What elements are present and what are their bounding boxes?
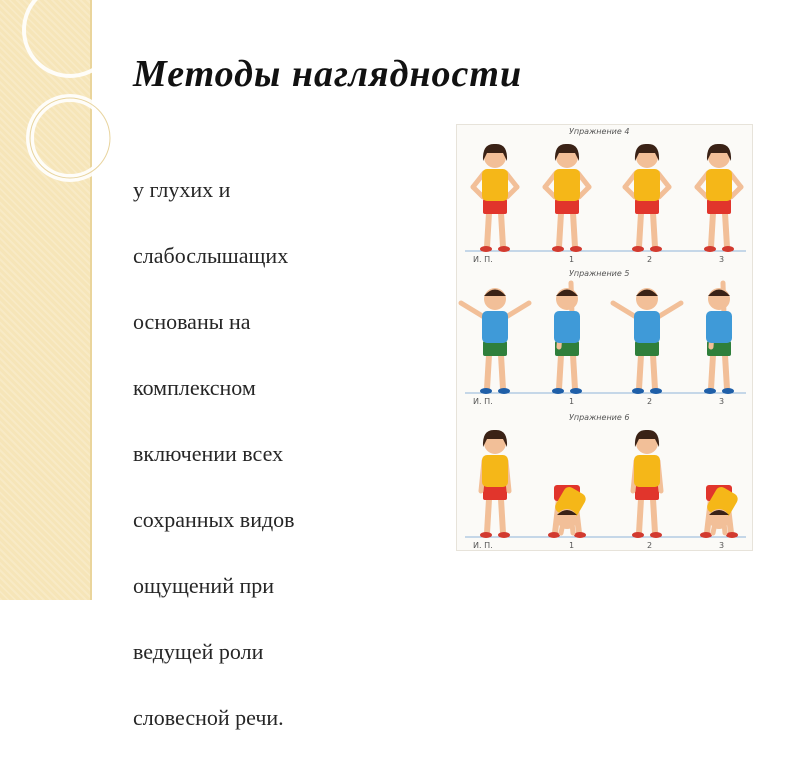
figure-limb (559, 213, 561, 247)
position-label: И. П. (473, 397, 493, 406)
figure (613, 288, 681, 394)
figure-limb (613, 303, 636, 317)
figure-shoe (498, 388, 510, 394)
figure-limb (711, 355, 713, 389)
position-label: 3 (719, 397, 725, 406)
figure-limb (639, 213, 641, 247)
figure-limb (653, 355, 655, 389)
figure (697, 144, 741, 252)
body-line: у глухих и (133, 177, 231, 202)
exercise-title: Упражнение 5 (569, 269, 630, 278)
body-line: комплексном (133, 375, 256, 400)
figure-shorts (707, 199, 731, 214)
exercise-title: Упражнение 6 (569, 413, 630, 422)
body-line: включении всех (133, 441, 284, 466)
figure-shoe (480, 532, 492, 538)
figure-shoe (650, 532, 662, 538)
figure-limb (506, 303, 529, 317)
figure-limb (625, 187, 635, 197)
position-label: 2 (647, 255, 653, 264)
figure-shoe (726, 532, 738, 538)
figure (480, 430, 510, 538)
position-label: 1 (569, 255, 575, 264)
body-line: ведущей роли (133, 639, 264, 664)
figure-shirt (634, 169, 660, 201)
figure-shoe (498, 532, 510, 538)
figure-shirt (482, 169, 508, 201)
figure-hair (708, 290, 730, 297)
figure-limb (461, 303, 484, 317)
position-label: И. П. (473, 255, 493, 264)
figure-limb (711, 213, 713, 247)
figure-shoe (480, 246, 492, 252)
figure-limb (639, 355, 641, 389)
figure-shoe (552, 388, 564, 394)
figure-limb (559, 355, 561, 389)
figure-shoe (632, 388, 644, 394)
figure-shorts (635, 341, 659, 356)
exercise-row (461, 269, 746, 406)
body-line: ощущений при (133, 573, 275, 598)
figure-shoe (722, 246, 734, 252)
figure-limb (573, 355, 575, 389)
figure-shoe (498, 246, 510, 252)
figure-shoe (632, 532, 644, 538)
figure (552, 283, 582, 394)
figure-shorts (483, 199, 507, 214)
exercise-figures (457, 125, 754, 552)
figure-shirt (634, 455, 660, 487)
figure (700, 485, 740, 538)
figure (704, 283, 734, 394)
figure-limb (573, 213, 575, 247)
figure (625, 144, 669, 252)
figure-limb (725, 213, 727, 247)
figure-limb (639, 499, 641, 533)
figure-shirt (634, 311, 660, 343)
position-label: И. П. (473, 541, 493, 550)
decorative-rings (0, 0, 150, 230)
body-line: сохранных видов (133, 507, 295, 532)
figure-shoe (570, 388, 582, 394)
figure-shorts (635, 199, 659, 214)
figure-hair (556, 290, 578, 297)
figure-limb (501, 213, 503, 247)
figure-limb (659, 187, 669, 197)
figure-shoe (650, 246, 662, 252)
figure (461, 288, 529, 394)
figure (473, 144, 517, 252)
figure-shoe (574, 532, 586, 538)
figure-shoe (552, 246, 564, 252)
position-label: 1 (569, 397, 575, 406)
exercise-title: Упражнение 4 (569, 127, 630, 136)
figure-limb (731, 187, 741, 197)
figure-shoe (570, 246, 582, 252)
exercise-row (465, 127, 746, 264)
figure-limb (653, 499, 655, 533)
figure-shoe (700, 532, 712, 538)
exercise-illustration (456, 124, 753, 551)
figure-shirt (482, 455, 508, 487)
figure-limb (725, 355, 727, 389)
figure-limb (487, 355, 489, 389)
figure-shorts (555, 199, 579, 214)
body-line: словесной речи. (133, 705, 284, 730)
figure (632, 430, 662, 538)
figure-shoe (548, 532, 560, 538)
slide-body-text (133, 140, 453, 767)
figure-limb (501, 355, 503, 389)
figure-limb (579, 187, 589, 197)
figure-limb (501, 499, 503, 533)
figure (548, 485, 588, 538)
figure-shirt (706, 311, 732, 343)
figure-shirt (706, 169, 732, 201)
figure-shorts (483, 341, 507, 356)
figure-limb (487, 499, 489, 533)
position-label: 3 (719, 255, 725, 264)
figure-hair (484, 290, 506, 297)
body-line: слабослышащих (133, 243, 289, 268)
figure-shoe (632, 246, 644, 252)
figure-limb (487, 213, 489, 247)
figure-limb (545, 187, 555, 197)
figure-shoe (722, 388, 734, 394)
position-label: 2 (647, 541, 653, 550)
figure-shoe (480, 388, 492, 394)
figure-limb (507, 187, 517, 197)
figure-shorts (483, 485, 507, 500)
figure-hair (636, 290, 658, 297)
figure-shoe (704, 246, 716, 252)
figure-limb (473, 187, 483, 197)
position-label: 2 (647, 397, 653, 406)
figure-shorts (635, 485, 659, 500)
figure-limb (658, 303, 681, 317)
position-label: 3 (719, 541, 725, 550)
figure-shirt (554, 169, 580, 201)
figure-shirt (482, 311, 508, 343)
figure-limb (653, 213, 655, 247)
figure-shirt (554, 311, 580, 343)
figure (545, 144, 589, 252)
body-line: основаны на (133, 309, 251, 334)
figure-shoe (704, 388, 716, 394)
slide-title: Методы наглядности (133, 53, 523, 95)
figure-shoe (650, 388, 662, 394)
figure-limb (697, 187, 707, 197)
exercise-row (465, 413, 746, 550)
position-label: 1 (569, 541, 575, 550)
